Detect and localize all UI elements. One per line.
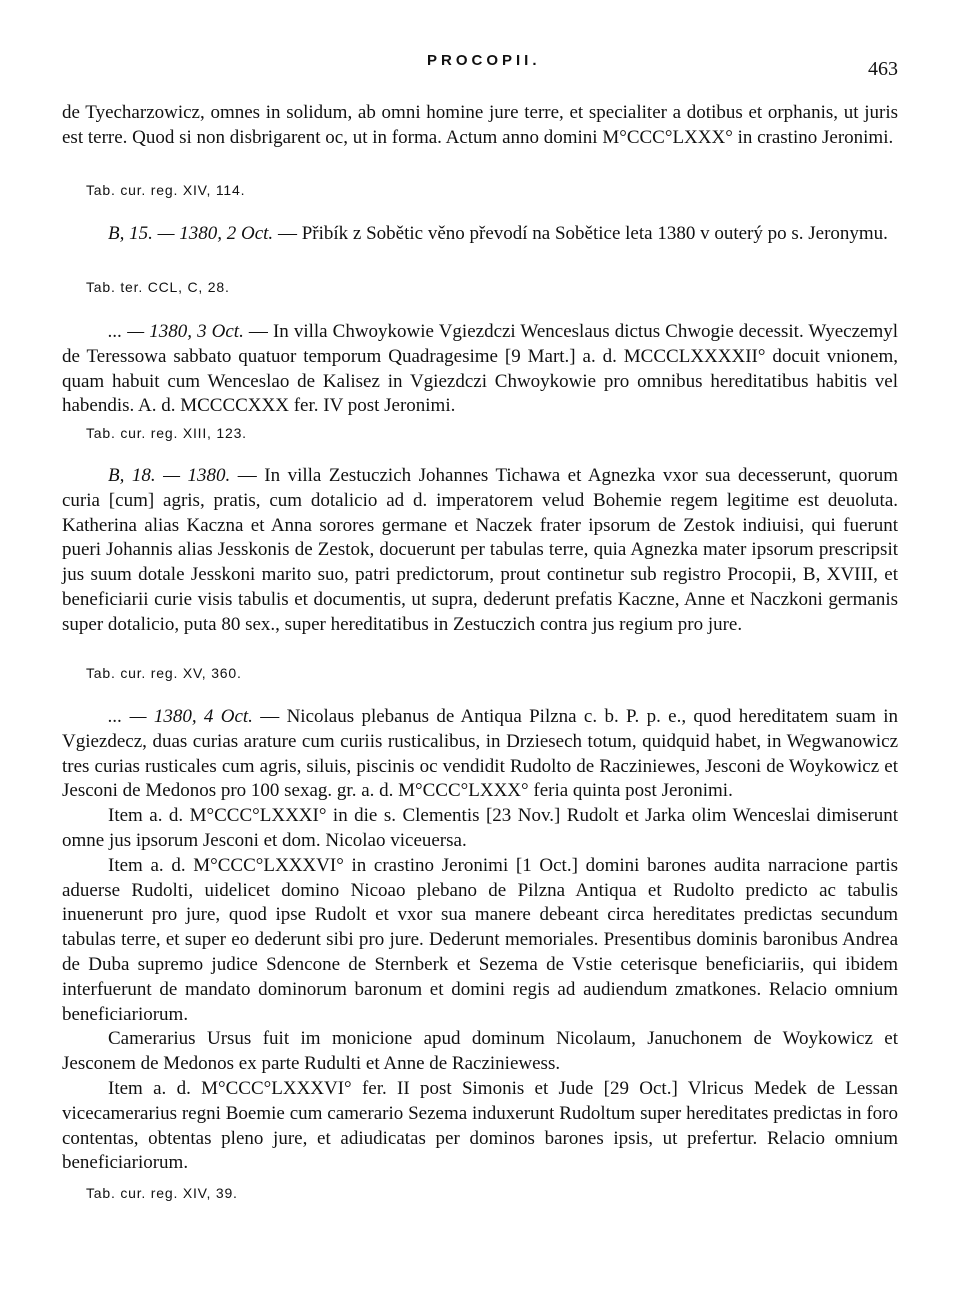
paragraph — [62, 464, 898, 638]
source-citation: Tab. ter. CCL, C, 28. — [86, 279, 230, 295]
paragraph: Item a. d. M°CCC°LXXXVI° fer. II post Simonis et Jude [29 Oct.] Vlricus Medek de Lessan vicecamerarius regni Boemie cum camerario Sezema induxerunt Rudoltum super hereditates predictas in foro contentas, obtentas pleno jure, et adiudicatas per dominos barones ipsis, ut prefertur. Relacio omnium beneficiariorum. — [62, 1077, 898, 1174]
paragraph — [62, 705, 898, 804]
running-header — [62, 52, 898, 80]
paragraph: de Tyecharzowicz, omnes in solidum, ab omni homine jure terre, et specialiter a dotibus et orphanis, ut juris est terre. Quod si non disbrigarent oc, ut in forma. Actum anno domini M°CCC°LXXX° in crastino Jeronimi. — [62, 102, 898, 148]
page-number: 463 — [868, 58, 898, 80]
entry-body: — Přibík z Sobětic věno převodí na Sobětice leta 1380 v outerý po s. Jeronymu. — [273, 223, 888, 244]
entry-4-text — [62, 705, 898, 1176]
source-citation: Tab. cur. reg. XIII, 123. — [86, 425, 247, 441]
source-citation: Tab. cur. reg. XIV, 114. — [86, 182, 246, 198]
entry-heading: B, 18. — 1380. — [108, 465, 231, 486]
paragraph: Item a. d. M°CCC°LXXXVI° in crastino Jeronimi [1 Oct.] domini barones audita narracione partis aduerse Rudolti, uidelicet domino Nicoao plebano de Pilzna Antiqua et Rudolto predicto ac tabulis inuenerunt pro jure, quod ipse Rudolt et vxor sua manere debeant circa hereditates predictas secundum tabulas terre, et super eo dederunt sibi pro jure. Dederunt memoriales. Presentibus dominis baronibus Andrea de Duba supremo judice Sdencone de Sternberk et Sezema de Vstie ceterisque beneficiariis, qui ibidem interfuerunt de mandato dominorum baronum et domini regis ad audiendum zmatkones. Relacio omnium beneficiariorum. — [62, 854, 898, 1025]
source-citation: Tab. cur. reg. XIV, 39. — [86, 1185, 238, 1201]
entry-2-text — [62, 320, 898, 419]
source-citation: Tab. cur. reg. XV, 360. — [86, 665, 242, 681]
entry-heading: B, 15. — 1380, 2 Oct. — [108, 223, 274, 244]
entry-heading: ... — 1380, 3 Oct. — [108, 321, 244, 342]
entry-0-text — [62, 101, 898, 151]
entry-body: — In villa Zestuczich Johannes Tichawa et Agnezka vxor sua decesserunt, quorum curia [cum] agris, pratis, cum dotalicio ad d. imperatorem velud Bohemie regem legitime est deuoluta. Katherina alias Kaczna et Anna sorores germane et Naczek frater ipsorum de Zestok indiuisi, qui fuerunt pueri Johannis alias Jesskonis de Zestok, docuerunt per tabulas terre, quia Agnezka mater ipsorum prescripsit jus suum dotale Jesskoni marito suo, patri predictorum, prout continetur sub registro Procopii, B, XVIII, et beneficiarii curie visis tabulis et documentis, ut supra, dederunt prefatis Kaczne, Anne et Naczkoni germanis super dotalicio, puta 80 sex., super hereditatibus in Zestuczich contra jus regium pro jure. — [62, 465, 898, 635]
running-title: PROCOPII. — [427, 52, 541, 69]
entry-1-text — [62, 222, 898, 247]
paragraph: Camerarius Ursus fuit im monicione apud dominum Nicolaum, Januchonem de Woykowicz et Jesconem de Medonos ex parte Rudulti et Anne de Racziniewess. — [62, 1028, 898, 1075]
entry-body: — Nicolaus plebanus de Antiqua Pilzna c. b. P. p. e., quod hereditatem suam in Vgiezdecz, duas curias arature cum curiis rusticalibus, in Drziesech totum, quidquid habet, in Wegwanowicz tres curias rusticales cum agris, siluis, piscinis oc vendidit Rudolto de Racziniewes, Jesconi de Woykowicz et Jesconi de Medonos pro 100 sexag. gr. a. d. M°CCC°LXXX° feria quinta post Jeronimi. — [62, 706, 898, 802]
entry-body: — In villa Chwoykowie Vgiezdczi Wenceslaus dictus Chwogie decessit. Wyeczemyl de Teressowa sabbato quatuor temporum Quadragesime [9 Mart.] a. d. MCCCLXXXXII° docuit vnionem, quam habuit cum Wenceslao de Kalisez in Vgiezdczi Chwoykowie pro omnibus hereditatibus habitis vel habendis. A. d. MCCCCXXX fer. IV post Jeronimi. — [62, 321, 899, 417]
entry-3-text — [62, 464, 898, 638]
paragraph — [62, 320, 898, 419]
entry-heading: ... — 1380, 4 Oct. — [108, 706, 253, 727]
paragraph: Item a. d. M°CCC°LXXXI° in die s. Clementis [23 Nov.] Rudolt et Jarka olim Wenceslai dimiserunt omne jus ipsorum Jesconi et dom. Nicolao viceuersa. — [62, 805, 898, 851]
paragraph — [62, 222, 898, 247]
